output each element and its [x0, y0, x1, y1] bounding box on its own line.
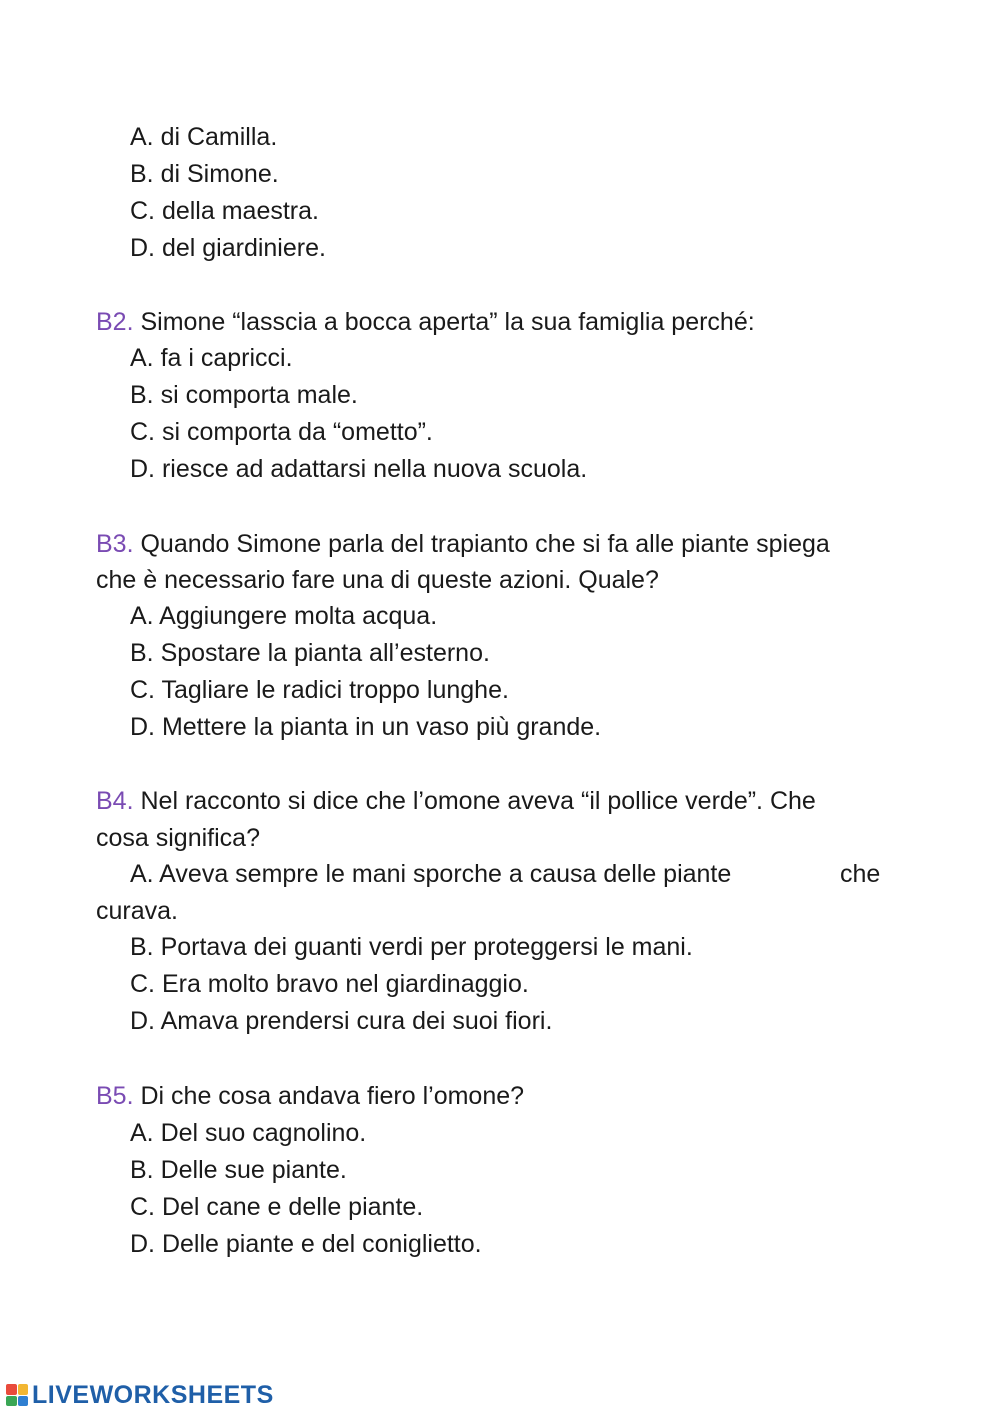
q2-option-d: D. riesce ad adattarsi nella nuova scuola.: [130, 455, 588, 483]
q1-option-d: D. del giardiniere.: [130, 234, 326, 262]
liveworksheets-logo[interactable]: [6, 1380, 274, 1410]
q2-option-c: C. si comporta da “ometto”.: [130, 418, 433, 446]
q1-option-b: B. di Simone.: [130, 160, 279, 188]
q4-number: B4.: [96, 787, 134, 815]
q4-text-line2: cosa significa?: [96, 824, 260, 852]
q3-text-line2: che è necessario fare una di queste azioni. Quale?: [96, 566, 659, 594]
q3-number: B3.: [96, 530, 134, 558]
q4-option-d: D. Amava prendersi cura dei suoi fiori.: [130, 1007, 553, 1035]
q4-option-a-line1-end: che: [840, 860, 881, 888]
q3-option-d: D. Mettere la pianta in un vaso più grande.: [130, 713, 602, 741]
q4-question-line1: [96, 786, 816, 816]
liveworksheets-logo-text: LIVEWORKSHEETS: [32, 1380, 274, 1409]
q3-text-line1: Quando Simone parla del trapianto che si fa alle piante spiega: [140, 530, 830, 558]
q5-option-a: A. Del suo cagnolino.: [130, 1119, 367, 1147]
q1-option-a: A. di Camilla.: [130, 123, 278, 151]
q2-number: B2.: [96, 308, 134, 336]
q5-option-b: B. Delle sue piante.: [130, 1156, 347, 1184]
q5-option-c: C. Del cane e delle piante.: [130, 1193, 424, 1221]
q1-option-c: C. della maestra.: [130, 197, 319, 225]
liveworksheets-logo-icon: [6, 1384, 28, 1406]
q3-option-a: A. Aggiungere molta acqua.: [130, 602, 438, 630]
q2-option-b: B. si comporta male.: [130, 381, 358, 409]
q4-text-line1: Nel racconto si dice che l’omone aveva “il pollice verde”. Che: [140, 787, 816, 815]
q4-option-b: B. Portava dei guanti verdi per proteggersi le mani.: [130, 933, 693, 961]
q4-option-a-line2: curava.: [96, 897, 178, 925]
q3-option-c: C. Tagliare le radici troppo lunghe.: [130, 676, 509, 704]
q4-option-c: C. Era molto bravo nel giardinaggio.: [130, 970, 529, 998]
q3-question-line1: [96, 529, 830, 559]
q5-option-d: D. Delle piante e del coniglietto.: [130, 1230, 482, 1258]
q2-option-a: A. fa i capricci.: [130, 344, 293, 372]
q5-text: Di che cosa andava fiero l’omone?: [140, 1082, 525, 1110]
q2-text: Simone “lasscia a bocca aperta” la sua famiglia perché:: [140, 308, 755, 336]
q5-number: B5.: [96, 1082, 134, 1110]
q2-question: [96, 307, 755, 337]
q4-option-a-line1: A. Aveva sempre le mani sporche a causa delle piante: [130, 860, 732, 888]
q3-option-b: B. Spostare la pianta all’esterno.: [130, 639, 490, 667]
q5-question: [96, 1081, 524, 1111]
